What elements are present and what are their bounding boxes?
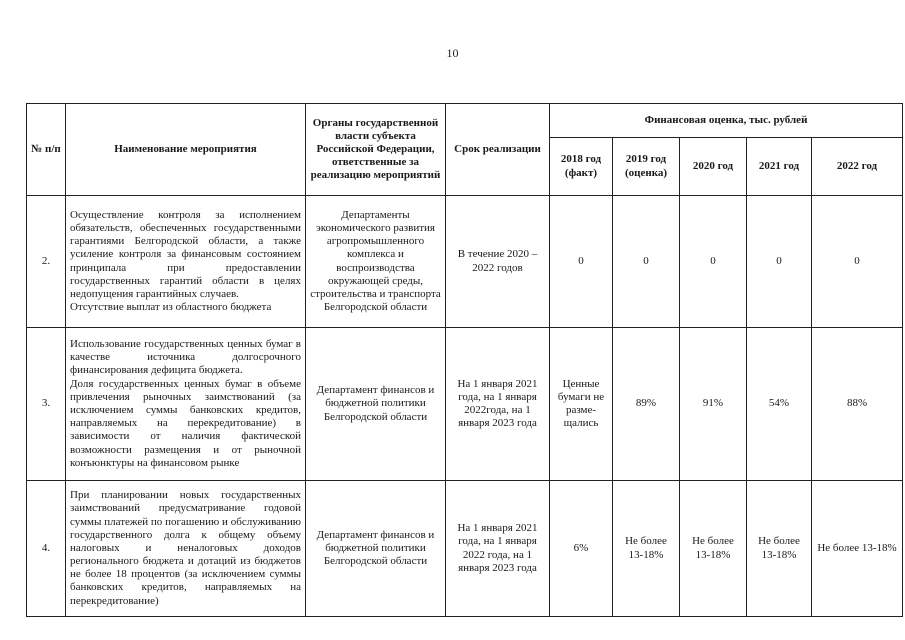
header-year: 2020 год xyxy=(680,138,747,196)
term-cell: В течение 2020 – 2022 годов xyxy=(446,196,550,328)
value-2022: 0 xyxy=(812,196,903,328)
value-2020: 91% xyxy=(680,328,747,481)
row-number: 2. xyxy=(27,196,66,328)
measure-cell xyxy=(66,328,306,481)
row-number: 4. xyxy=(27,481,66,617)
measure-text: Осуществление контроля за исполнением обязательств, обеспеченных государственными гарантиями Белгородской области, а также усиление контроля за финансовым состоянием принципала при предоставлении государственных гарантий области в целях недопущения гарантийных случаев. xyxy=(70,208,301,300)
value-2018: Ценные бумаги не разме-щались xyxy=(550,328,613,481)
value-2020: Не более 13-18% xyxy=(680,481,747,617)
value-2018: 0 xyxy=(550,196,613,328)
measure-text: Использование государственных ценных бумаг в качестве источника долгосрочного финансирования дефицита бюджета. xyxy=(70,338,301,377)
value-2019: 0 xyxy=(613,196,680,328)
measure-cell xyxy=(66,196,306,328)
value-2020: 0 xyxy=(680,196,747,328)
value-2019: Не более 13-18% xyxy=(613,481,680,617)
table-row xyxy=(27,481,903,617)
measure-extra-text: Доля государственных ценных бумаг в объеме привлечения рыночных заимствований (за исключением суммы банковских кредитов, направляемых на перекредитование) в зависимости от наличия фактической возможности размещения и от рыночной конъюнктуры на финансовом рынке xyxy=(70,377,301,469)
header-term: Срок реализации xyxy=(446,104,550,196)
header-organ: Органы государственной власти субъекта Российской Федерации, ответственные за реализацию мероприятий xyxy=(306,104,446,196)
value-2022: 88% xyxy=(812,328,903,481)
value-2019: 89% xyxy=(613,328,680,481)
measure-extra-text: Отсутствие выплат из областного бюджета xyxy=(70,301,272,314)
header-year: 2018 год (факт) xyxy=(550,138,613,196)
header-year: 2021 год xyxy=(747,138,812,196)
header-measure: Наименование мероприятия xyxy=(66,104,306,196)
value-2021: 54% xyxy=(747,328,812,481)
header-num: № п/п xyxy=(27,104,66,196)
organ-cell: Департамент финансов и бюджетной политики Белгородской области xyxy=(306,328,446,481)
value-2018: 6% xyxy=(550,481,613,617)
measure-cell xyxy=(66,481,306,617)
row-number: 3. xyxy=(27,328,66,481)
value-2021: Не более 13-18% xyxy=(747,481,812,617)
table-row xyxy=(27,196,903,328)
header-year: 2019 год (оценка) xyxy=(613,138,680,196)
page-number: 10 xyxy=(446,46,459,60)
header-year: 2022 год xyxy=(812,138,903,196)
term-cell: На 1 января 2021 года, на 1 января 2022года, на 1 января 2023 года xyxy=(446,328,550,481)
term-cell: На 1 января 2021 года, на 1 января 2022 года, на 1 января 2023 года xyxy=(446,481,550,617)
table-row xyxy=(27,328,903,481)
measures-table xyxy=(26,103,903,617)
value-2022: Не более 13-18% xyxy=(812,481,903,617)
header-finance: Финансовая оценка, тыс. рублей xyxy=(550,104,903,138)
organ-cell: Департаменты экономического развития агропромышленного комплекса и воспроизводства окружающей среды, строительства и транспорта Белгородской области xyxy=(306,196,446,328)
organ-cell: Департамент финансов и бюджетной политики Белгородской области xyxy=(306,481,446,617)
value-2021: 0 xyxy=(747,196,812,328)
measure-text: При планировании новых государственных заимствований предусматривание годовой суммы платежей по погашению и обслуживанию государственного долга к общему объему налоговых и неналоговых доходов регионального бюджета и дотаций из бюджетов не более 18 процентов (за исключением суммы банковских кредитов, направляемых на перекредитование) xyxy=(70,489,301,607)
